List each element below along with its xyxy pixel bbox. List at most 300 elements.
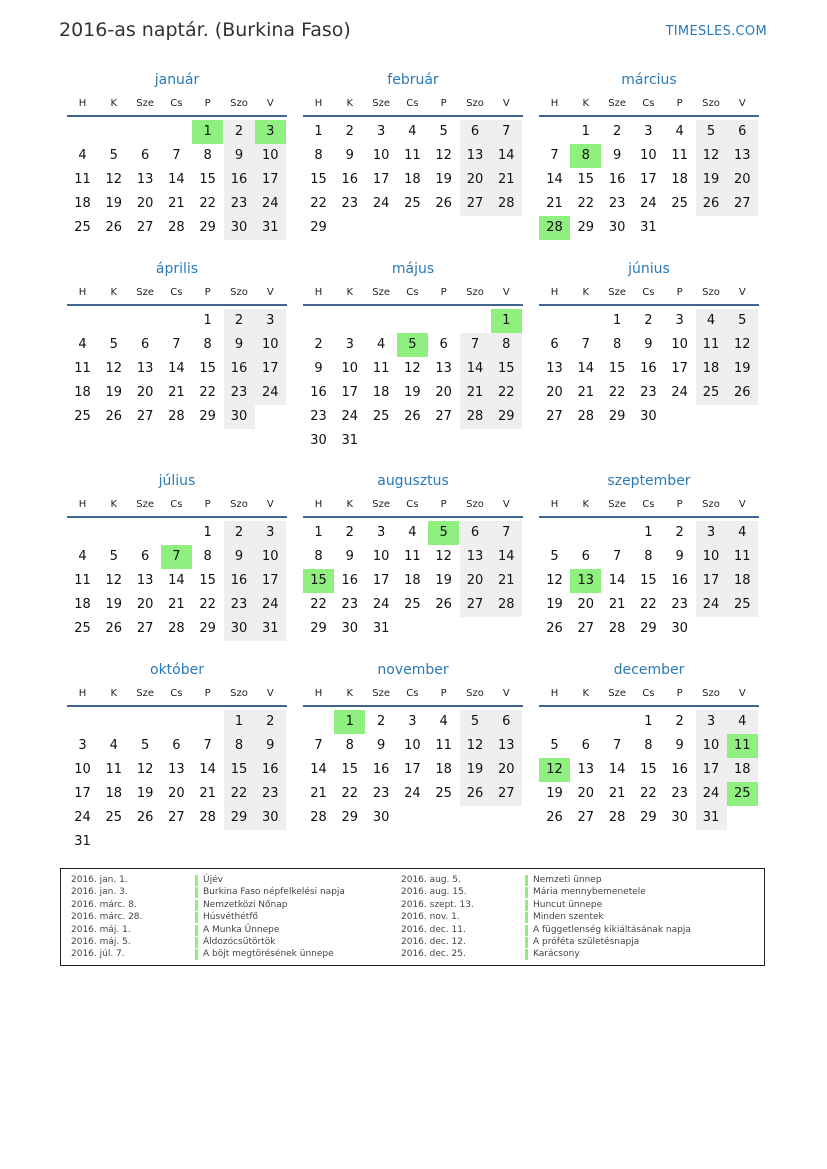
day-cell: 26 — [460, 782, 491, 806]
month-name: április — [155, 261, 199, 277]
weekday-label: V — [266, 688, 274, 699]
day-cell: 24 — [255, 192, 286, 216]
day-cell: 20 — [491, 758, 522, 782]
day-cell: 1 — [581, 124, 590, 139]
day-cell: 23 — [341, 597, 359, 612]
holiday-day-cell: 8 — [570, 144, 601, 168]
day-cell: 14 — [168, 361, 185, 376]
day-cell: 29 — [310, 220, 327, 235]
day-cell: 22 — [640, 786, 657, 801]
weekday-label: Cs — [406, 688, 419, 699]
day-cell: 24 — [255, 593, 286, 617]
day-cell: 27 — [546, 409, 563, 424]
weekday-label: P — [440, 688, 447, 699]
day-cell: 14 — [491, 545, 522, 569]
day-cell: 26 — [404, 409, 421, 424]
weekday-header — [303, 499, 523, 511]
holiday-day-cell: 15 — [303, 569, 334, 593]
day-cell: 7 — [612, 738, 622, 753]
day-cell: 21 — [577, 385, 595, 400]
page-title: 2016-as naptár. (Burkina Faso) — [59, 19, 351, 41]
weekday-label: Sze — [372, 98, 390, 109]
day-cell: 30 — [224, 405, 255, 429]
day-cell: 22 — [199, 196, 216, 211]
weekday-label: K — [110, 688, 118, 699]
holiday-name: Áldozócsütörtök — [203, 937, 276, 947]
day-cell: 27 — [577, 621, 595, 636]
holiday-date: 2016. máj. 1. — [71, 924, 131, 935]
day-cell: 10 — [696, 734, 727, 758]
day-cell: 3 — [255, 521, 286, 545]
day-cell: 19 — [435, 172, 452, 187]
day-cell: 19 — [727, 357, 758, 381]
weekday-label: Sze — [372, 499, 390, 510]
day-cell: 9 — [345, 549, 354, 564]
weekday-label: P — [440, 287, 447, 298]
day-cell: 29 — [640, 621, 657, 636]
weekday-label: V — [502, 287, 510, 298]
day-cell: 22 — [341, 786, 359, 801]
day-cell: 29 — [608, 409, 626, 424]
day-cell: 20 — [136, 597, 154, 612]
weekday-label: V — [266, 287, 274, 298]
header-divider — [539, 115, 759, 117]
day-cell: 26 — [546, 810, 563, 825]
day-cell: 4 — [727, 710, 758, 734]
day-cell: 24 — [372, 597, 390, 612]
day-cell: 2 — [224, 120, 255, 144]
weekday-label: P — [204, 688, 211, 699]
weekday-label: Szo — [466, 499, 484, 510]
day-cell: 30 — [310, 433, 327, 448]
day-cell: 31 — [341, 433, 359, 448]
day-cell: 22 — [199, 385, 216, 400]
day-cell: 31 — [640, 220, 657, 235]
day-cell: 9 — [314, 361, 323, 376]
day-cell: 14 — [608, 762, 626, 777]
weekday-label: Szo — [230, 98, 248, 109]
day-cell: 11 — [404, 549, 421, 564]
day-cell: 21 — [460, 381, 491, 405]
holiday-marker — [195, 912, 198, 923]
day-cell: 23 — [341, 196, 359, 211]
weekday-label: H — [550, 98, 559, 109]
day-cell: 2 — [644, 313, 653, 328]
day-cell: 3 — [255, 309, 286, 333]
day-cell: 15 — [491, 357, 522, 381]
day-cell: 3 — [78, 738, 87, 753]
day-cell: 2 — [345, 525, 354, 540]
day-cell: 30 — [372, 810, 390, 825]
day-cell: 13 — [546, 361, 563, 376]
weekday-label: H — [78, 287, 87, 298]
weekday-label: P — [440, 499, 447, 510]
day-cell: 6 — [172, 738, 181, 753]
holiday-name: A függetlenség kikiáltásának napja — [533, 924, 691, 935]
day-cell: 29 — [640, 810, 657, 825]
day-cell: 5 — [727, 309, 758, 333]
day-cell: 10 — [404, 738, 421, 753]
day-cell: 7 — [612, 549, 622, 564]
day-cell: 19 — [105, 196, 123, 211]
day-cell: 22 — [577, 196, 595, 211]
day-cell: 5 — [550, 549, 559, 564]
day-cell: 21 — [168, 597, 185, 612]
day-cell: 4 — [78, 549, 87, 564]
day-cell: 21 — [608, 597, 626, 612]
day-cell: 7 — [172, 337, 181, 352]
day-cell: 28 — [168, 621, 185, 636]
day-cell: 8 — [644, 738, 653, 753]
month-name: november — [377, 662, 449, 678]
weekday-label: V — [738, 98, 746, 109]
day-cell: 18 — [404, 172, 421, 187]
day-cell: 6 — [550, 337, 559, 352]
day-cell: 1 — [644, 525, 653, 540]
day-cell: 14 — [310, 762, 327, 777]
day-cell: 15 — [199, 172, 216, 187]
day-cell: 23 — [224, 381, 255, 405]
holiday-name: Nemzeti ünnep — [533, 875, 602, 885]
day-cell: 23 — [224, 593, 255, 617]
day-cell: 31 — [74, 834, 91, 849]
day-cell: 15 — [608, 361, 626, 376]
day-cell: 20 — [460, 569, 491, 593]
holiday-marker — [525, 887, 528, 898]
day-cell: 8 — [224, 734, 255, 758]
day-cell: 20 — [577, 597, 595, 612]
day-cell: 26 — [435, 597, 452, 612]
day-cell: 27 — [136, 220, 154, 235]
day-cell: 9 — [345, 148, 354, 163]
day-cell: 16 — [608, 172, 626, 187]
day-cell: 28 — [491, 593, 522, 617]
day-cell: 7 — [460, 333, 491, 357]
day-cell: 28 — [608, 810, 626, 825]
weekday-label: H — [550, 499, 559, 510]
day-cell: 16 — [224, 168, 255, 192]
day-cell: 25 — [435, 786, 452, 801]
weekday-label: P — [676, 688, 683, 699]
weekday-label: V — [502, 688, 510, 699]
day-cell: 18 — [74, 597, 91, 612]
day-cell: 24 — [696, 593, 727, 617]
day-cell: 14 — [491, 144, 522, 168]
month-name: szeptember — [607, 473, 691, 489]
day-cell: 27 — [435, 409, 452, 424]
day-cell: 15 — [199, 361, 216, 376]
weekday-label: Sze — [608, 98, 626, 109]
day-cell: 28 — [577, 409, 595, 424]
day-cell: 10 — [372, 148, 390, 163]
day-cell: 4 — [727, 521, 758, 545]
day-cell: 25 — [74, 409, 91, 424]
day-cell: 17 — [671, 361, 688, 376]
day-cell: 10 — [74, 762, 91, 777]
weekday-label: K — [582, 688, 590, 699]
day-cell: 3 — [644, 124, 653, 139]
day-cell: 1 — [224, 710, 255, 734]
weekday-header — [539, 98, 759, 110]
day-cell: 24 — [404, 786, 421, 801]
day-cell: 26 — [105, 621, 123, 636]
day-cell: 25 — [671, 196, 688, 211]
day-cell: 23 — [671, 786, 688, 801]
day-cell: 7 — [491, 521, 522, 545]
holiday-day-cell: 7 — [161, 545, 192, 569]
day-cell: 23 — [372, 786, 390, 801]
day-cell: 2 — [345, 124, 354, 139]
day-cell: 11 — [696, 333, 727, 357]
weekday-label: H — [314, 98, 323, 109]
holiday-name: Újév — [203, 875, 223, 885]
weekday-label: Sze — [372, 688, 390, 699]
day-cell: 16 — [341, 573, 359, 588]
day-cell: 2 — [675, 714, 684, 729]
day-cell: 30 — [608, 220, 626, 235]
day-cell: 11 — [74, 172, 91, 187]
day-cell: 6 — [727, 120, 758, 144]
day-cell: 13 — [460, 144, 491, 168]
month-name: május — [391, 261, 435, 277]
weekday-label: Cs — [170, 98, 183, 109]
weekday-label: Cs — [406, 98, 419, 109]
header-divider — [67, 115, 287, 117]
holiday-marker — [525, 937, 528, 948]
day-cell: 18 — [105, 786, 123, 801]
day-cell: 2 — [224, 521, 255, 545]
weekday-header — [67, 98, 287, 110]
day-cell: 8 — [612, 337, 622, 352]
header-divider — [303, 304, 523, 306]
weekday-label: Sze — [136, 98, 154, 109]
day-cell: 20 — [435, 385, 452, 400]
day-cell: 16 — [255, 758, 286, 782]
day-cell: 24 — [696, 782, 727, 806]
day-cell: 1 — [314, 124, 323, 139]
day-cell: 12 — [460, 734, 491, 758]
day-cell: 19 — [546, 786, 563, 801]
day-cell: 6 — [460, 120, 491, 144]
day-cell: 13 — [168, 762, 185, 777]
weekday-label: Sze — [372, 287, 390, 298]
month-name: december — [613, 662, 685, 678]
day-cell: 3 — [696, 521, 727, 545]
weekday-label: V — [738, 499, 746, 510]
weekday-label: K — [346, 287, 354, 298]
day-cell: 4 — [675, 124, 684, 139]
day-cell: 17 — [640, 172, 657, 187]
weekday-label: P — [676, 499, 683, 510]
day-cell: 10 — [372, 549, 390, 564]
day-cell: 25 — [404, 597, 421, 612]
header-divider — [303, 115, 523, 117]
weekday-label: Szo — [702, 98, 720, 109]
weekday-label: K — [110, 98, 118, 109]
day-cell: 28 — [199, 810, 216, 825]
day-cell: 24 — [341, 409, 359, 424]
day-cell: 23 — [608, 196, 626, 211]
day-cell: 27 — [460, 593, 491, 617]
header-divider — [539, 705, 759, 707]
month-name: augusztus — [377, 473, 449, 489]
day-cell: 21 — [168, 196, 185, 211]
day-cell: 13 — [435, 361, 452, 376]
holiday-date: 2016. szept. 13. — [401, 899, 474, 910]
day-cell: 17 — [372, 573, 390, 588]
day-cell: 7 — [491, 120, 522, 144]
weekday-label: Sze — [608, 287, 626, 298]
day-cell: 30 — [341, 621, 359, 636]
day-cell: 7 — [172, 148, 181, 163]
holiday-date: 2016. máj. 5. — [71, 937, 131, 947]
day-cell: 12 — [696, 144, 727, 168]
holiday-marker — [525, 875, 528, 886]
day-cell: 4 — [109, 738, 118, 753]
day-cell: 3 — [376, 525, 386, 540]
day-cell: 6 — [581, 549, 590, 564]
weekday-label: Szo — [702, 688, 720, 699]
day-cell: 30 — [224, 617, 255, 641]
day-cell: 2 — [255, 710, 286, 734]
day-cell: 29 — [310, 621, 327, 636]
day-cell: 15 — [341, 762, 359, 777]
weekday-label: Szo — [466, 287, 484, 298]
day-cell: 4 — [408, 124, 417, 139]
header-divider — [303, 516, 523, 518]
day-cell: 28 — [168, 220, 185, 235]
holiday-name: A próféta születésnapja — [533, 937, 640, 947]
day-cell: 26 — [727, 381, 758, 405]
day-cell: 3 — [696, 710, 727, 734]
day-cell: 26 — [105, 409, 123, 424]
weekday-header — [67, 499, 287, 511]
day-cell: 6 — [140, 549, 150, 564]
day-cell: 17 — [372, 172, 390, 187]
day-cell: 9 — [376, 738, 386, 753]
day-cell: 28 — [310, 810, 327, 825]
day-cell: 21 — [168, 385, 185, 400]
holiday-day-cell: 11 — [727, 734, 758, 758]
day-cell: 18 — [74, 196, 91, 211]
day-cell: 30 — [671, 621, 688, 636]
weekday-label: V — [738, 287, 746, 298]
day-cell: 18 — [696, 357, 727, 381]
day-cell: 18 — [404, 573, 421, 588]
day-cell: 27 — [136, 409, 154, 424]
weekday-label: Szo — [230, 287, 248, 298]
weekday-label: K — [582, 499, 590, 510]
day-cell: 13 — [727, 144, 758, 168]
day-cell: 22 — [608, 385, 626, 400]
day-cell: 15 — [224, 758, 255, 782]
day-cell: 4 — [696, 309, 727, 333]
month-name: március — [621, 72, 677, 88]
holiday-date: 2016. dec. 11. — [401, 924, 466, 935]
day-cell: 10 — [671, 337, 688, 352]
day-cell: 18 — [435, 762, 452, 777]
month-name: október — [150, 662, 204, 678]
day-cell: 5 — [140, 738, 150, 753]
day-cell: 10 — [255, 144, 286, 168]
weekday-label: K — [110, 287, 118, 298]
day-cell: 9 — [255, 734, 286, 758]
day-cell: 28 — [168, 409, 185, 424]
header-divider — [303, 705, 523, 707]
day-cell: 11 — [105, 762, 123, 777]
weekday-label: V — [266, 499, 274, 510]
day-cell: 9 — [644, 337, 653, 352]
holiday-date: 2016. aug. 5. — [401, 875, 461, 885]
holiday-name: Minden szentek — [533, 912, 604, 923]
brand-link[interactable]: TIMESLES.COM — [665, 24, 767, 39]
weekday-header — [303, 98, 523, 110]
holiday-marker — [195, 875, 198, 886]
day-cell: 8 — [644, 549, 653, 564]
day-cell: 1 — [612, 313, 622, 328]
day-cell: 27 — [727, 192, 758, 216]
day-cell: 23 — [255, 782, 286, 806]
day-cell: 26 — [696, 192, 727, 216]
day-cell: 19 — [460, 758, 491, 782]
day-cell: 26 — [546, 621, 563, 636]
day-cell: 20 — [577, 786, 595, 801]
weekday-label: H — [550, 287, 559, 298]
day-cell: 31 — [255, 216, 286, 240]
day-cell: 6 — [581, 738, 590, 753]
weekday-header — [303, 287, 523, 299]
weekday-label: Sze — [136, 499, 154, 510]
day-cell: 15 — [577, 172, 595, 187]
day-cell: 22 — [199, 597, 216, 612]
day-cell: 20 — [546, 385, 563, 400]
holiday-marker — [195, 925, 198, 936]
day-cell: 11 — [404, 148, 421, 163]
day-cell: 9 — [675, 549, 684, 564]
day-cell: 16 — [671, 573, 688, 588]
weekday-label: P — [204, 287, 211, 298]
day-cell: 27 — [136, 621, 154, 636]
weekday-label: V — [502, 98, 510, 109]
month-name: július — [158, 473, 196, 489]
weekday-label: Cs — [406, 499, 419, 510]
holiday-name: A böjt megtörésének ünnepe — [203, 949, 334, 960]
day-cell: 12 — [404, 361, 421, 376]
weekday-header — [539, 688, 759, 700]
day-cell: 8 — [345, 738, 354, 753]
day-cell: 22 — [224, 782, 255, 806]
day-cell: 14 — [608, 573, 626, 588]
holiday-marker — [525, 925, 528, 936]
holiday-day-cell: 13 — [570, 569, 601, 593]
holiday-day-cell: 1 — [334, 710, 365, 734]
day-cell: 23 — [671, 597, 688, 612]
day-cell: 16 — [640, 361, 657, 376]
day-cell: 24 — [640, 196, 657, 211]
holiday-day-cell: 1 — [192, 120, 223, 144]
weekday-label: Cs — [642, 688, 655, 699]
day-cell: 31 — [696, 806, 727, 830]
day-cell: 27 — [491, 782, 522, 806]
day-cell: 20 — [136, 385, 154, 400]
weekday-header — [539, 499, 759, 511]
day-cell: 4 — [408, 525, 417, 540]
day-cell: 18 — [727, 569, 758, 593]
day-cell: 25 — [74, 621, 91, 636]
day-cell: 10 — [255, 333, 286, 357]
weekday-label: Cs — [642, 98, 655, 109]
weekday-label: V — [738, 688, 746, 699]
